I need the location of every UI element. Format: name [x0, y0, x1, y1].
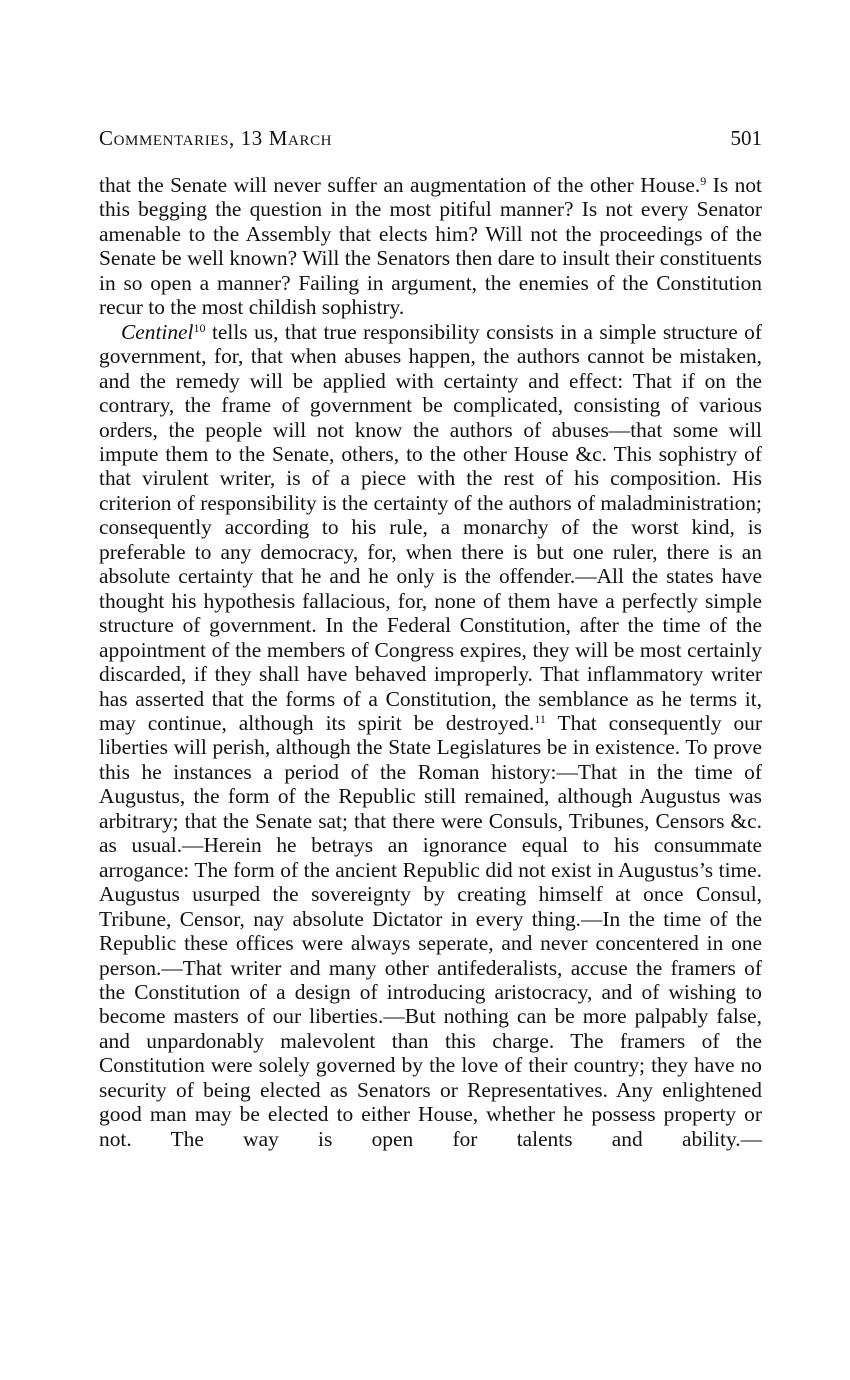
centinel-title: Centinel: [121, 319, 194, 344]
paragraph-text: that the Senate will never suffer an augmentation of the other House.: [99, 173, 701, 197]
paragraph-text: Is not this begging the question in the most pitiful manner? Is not every Senator amenable to the Assembly that elects him? Will not the proceedings of the Senate be well known? Will the Senators then dare to insult their constituents in so open a manner? Failing in argument, the enemies of the Constitution recur to the most childish sophistry.: [99, 173, 762, 320]
paragraph-centinel: [99, 320, 762, 1151]
footnote-ref-9: 9: [700, 174, 707, 188]
paragraph-text: tells us, that true responsibility consists in a simple structure of government, for, that when abuses happen, the authors cannot be mistaken, and the remedy will be applied with certainty and effect: That if on the contrary, the frame of government be complicated, consisting of various orders, the people will not know the authors of abuses—that some will impute them to the Senate, others, to the other House &c. This sophistry of that virulent writer, is of a piece with the rest of his composition. His criterion of responsibility is the certainty of the authors of maladministration; consequently according to his rule, a monarchy of the worst kind, is preferable to any democracy, for, when there is but one ruler, there is an absolute certainty that he and he only is the offender.—All the states have thought his hypothesis fallacious, for, none of them have a perfectly simple structure of government. In the Federal Constitution, after the time of the appointment of the members of Congress expires, they will be most certainly discarded, if they shall have behaved improperly. That inflammatory writer has asserted that the forms of a Constitution, the semblance as he terms it, may continue, although its spirit be destroyed.: [99, 319, 762, 735]
running-head: [99, 126, 762, 154]
paragraph-continuation: [99, 173, 762, 320]
footnote-ref-10: 10: [193, 320, 206, 335]
body-text: [99, 173, 762, 1151]
paragraph-text: That consequently our liberties will perish, although the State Legislatures be in existence. To prove this he instances a period of the Roman history:—That in the time of Augustus, the form of the Republic still remained, although Augustus was arbitrary; that the Senate sat; that there were Consuls, Tribunes, Censors &c. as usual.—Herein he betrays an ignorance equal to his consummate arrogance: The form of the ancient Republic did not exist in Augustus’s time. Augustus usurped the sovereignty by creating himself at once Consul, Tribune, Censor, nay absolute Dictator in every thing.—In the time of the Republic these offices were always seperate, and never concentered in one person.—That writer and many other antifederalists, accuse the framers of the Constitution of a design of introducing aristocracy, and of wishing to become masters of our liberties.—But nothing can be more palpably false, and unpardonably malevolent than this charge. The framers of the Constitution were solely governed by the love of their country; they have no security of being elected as Senators or Representatives. Any enlightened good man may be elected to either House, whether he possess property or not. The way is open for talents and ability.—: [99, 710, 763, 1151]
footnote-ref-11: 11: [534, 711, 546, 726]
page-number: 501: [730, 126, 762, 150]
running-title: Commentaries, 13 March: [99, 126, 333, 150]
